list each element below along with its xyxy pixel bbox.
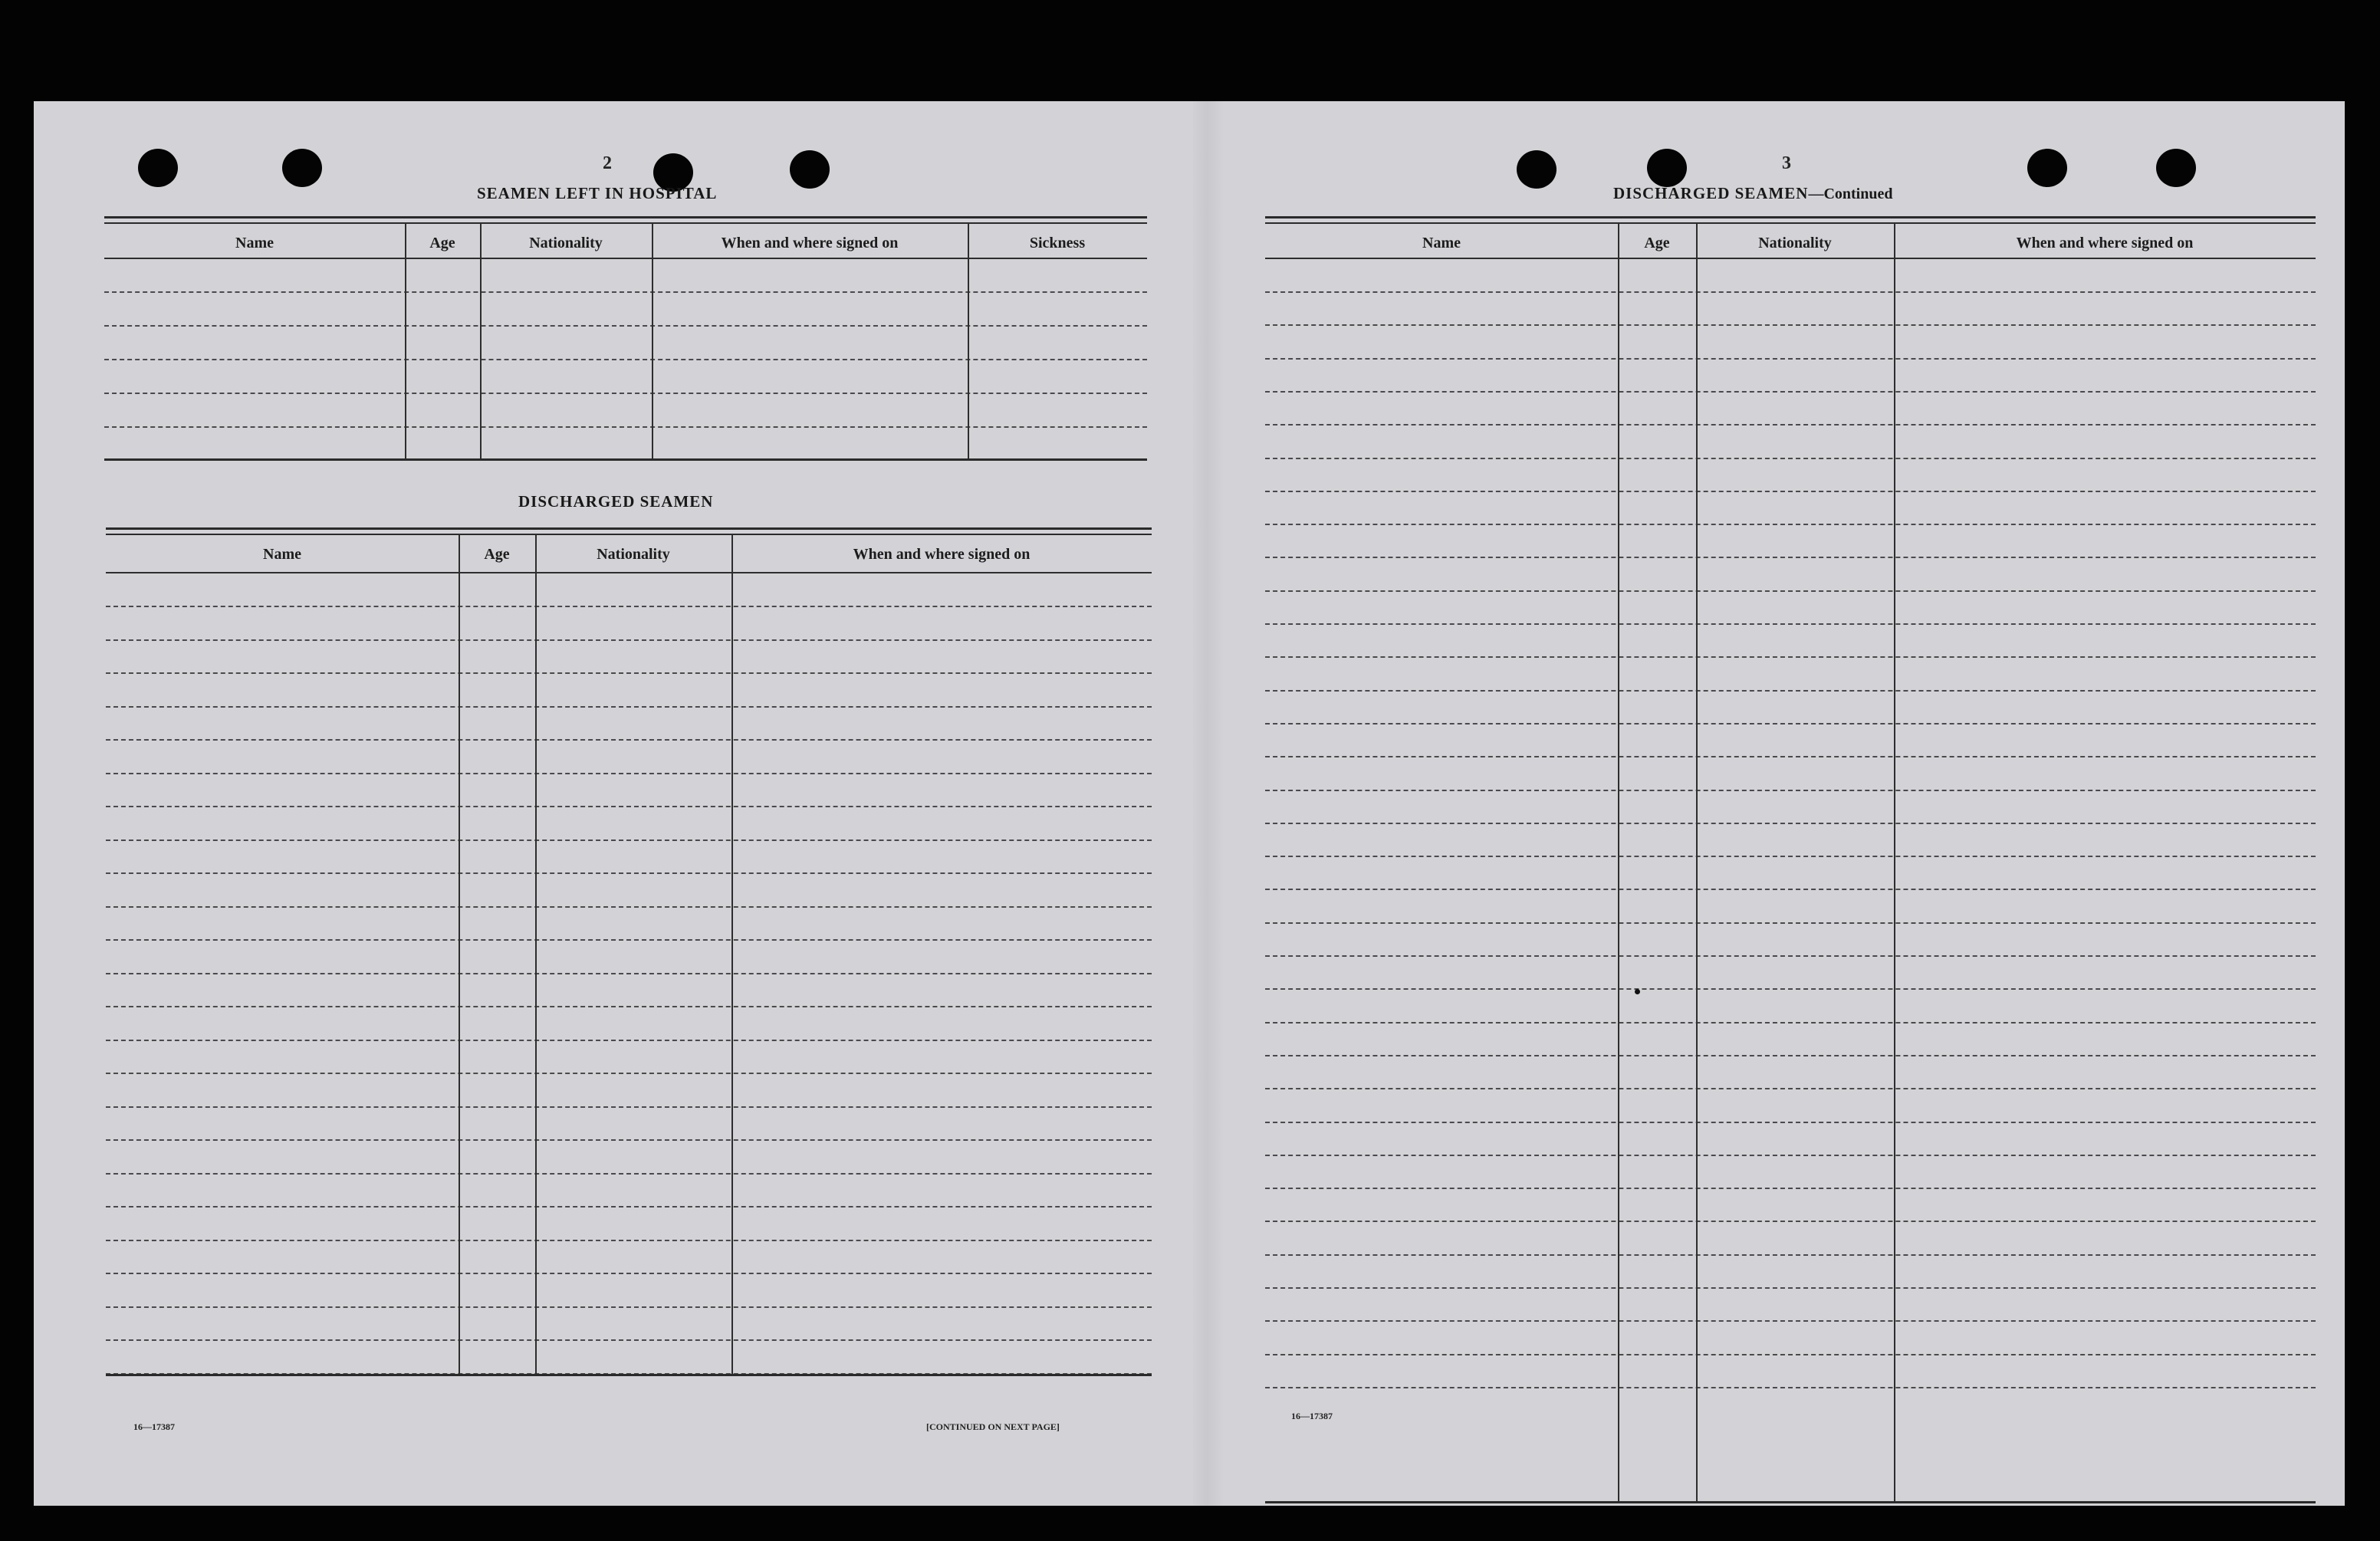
binder-hole xyxy=(2156,149,2196,187)
row-line xyxy=(106,606,1152,607)
row-line xyxy=(1265,1354,2316,1355)
column-header-age: Age xyxy=(484,546,510,563)
bottom-rule xyxy=(106,1374,1152,1376)
row-line xyxy=(106,1006,1152,1007)
row-line xyxy=(104,291,1147,293)
row-line xyxy=(1265,1188,2316,1189)
column-divider xyxy=(1894,222,1895,1501)
row-line xyxy=(106,1339,1152,1341)
row-line xyxy=(106,973,1152,974)
row-line xyxy=(104,325,1147,327)
column-header-age: Age xyxy=(429,235,455,251)
column-divider xyxy=(480,222,482,458)
row-line xyxy=(1265,1155,2316,1156)
binder-hole xyxy=(138,149,178,187)
column-header-signed-on: When and where signed on xyxy=(721,235,899,251)
double-rule xyxy=(1265,216,2316,219)
row-line xyxy=(1265,557,2316,558)
binder-hole xyxy=(1517,150,1557,189)
ink-speck xyxy=(1635,989,1640,994)
row-line xyxy=(106,1073,1152,1074)
column-divider xyxy=(968,222,969,458)
column-divider xyxy=(1696,222,1698,1501)
discharged-section-title: DISCHARGED SEAMEN xyxy=(518,492,714,511)
row-line xyxy=(1265,1287,2316,1289)
binder-hole xyxy=(1647,149,1687,187)
bottom-rule xyxy=(104,458,1147,461)
row-line xyxy=(1265,922,2316,924)
double-rule xyxy=(104,222,1147,224)
binder-hole xyxy=(282,149,322,187)
row-line xyxy=(106,939,1152,941)
row-line xyxy=(1265,1254,2316,1256)
form-number-right: 16—17387 xyxy=(1291,1411,1333,1421)
continued-note: [CONTINUED ON NEXT PAGE] xyxy=(926,1421,1060,1432)
double-rule xyxy=(1265,222,2316,224)
title-main: DISCHARGED SEAMEN xyxy=(1613,184,1809,202)
row-line xyxy=(106,1240,1152,1241)
row-line xyxy=(106,773,1152,774)
row-line xyxy=(104,393,1147,394)
row-line xyxy=(106,1206,1152,1208)
hospital-section-title: SEAMEN LEFT IN HOSPITAL xyxy=(477,184,718,202)
row-line xyxy=(1265,988,2316,990)
row-line xyxy=(1265,856,2316,857)
column-header-nationality: Nationality xyxy=(597,546,670,563)
row-line xyxy=(1265,756,2316,757)
center-fold xyxy=(1193,101,1224,1506)
column-header-name: Name xyxy=(235,235,274,251)
row-line xyxy=(1265,291,2316,293)
header-rule xyxy=(104,258,1147,259)
row-line xyxy=(1265,524,2316,525)
column-header-name: Name xyxy=(1422,235,1461,251)
row-line xyxy=(1265,358,2316,360)
row-line xyxy=(106,1273,1152,1274)
discharged-table-right xyxy=(1265,216,2316,1504)
row-line xyxy=(106,739,1152,741)
row-line xyxy=(1265,823,2316,824)
row-line xyxy=(1265,955,2316,957)
row-line xyxy=(1265,424,2316,426)
row-line xyxy=(1265,690,2316,692)
page-number-left: 2 xyxy=(603,153,612,173)
row-line xyxy=(106,672,1152,674)
row-line xyxy=(1265,324,2316,326)
row-line xyxy=(106,806,1152,807)
row-line xyxy=(1265,889,2316,890)
row-line xyxy=(1265,1221,2316,1222)
row-line xyxy=(1265,723,2316,724)
header-rule xyxy=(106,572,1152,573)
double-rule xyxy=(104,216,1147,219)
row-line xyxy=(106,872,1152,874)
page-number-right: 3 xyxy=(1782,153,1791,173)
column-divider xyxy=(535,534,537,1374)
header-rule xyxy=(1265,258,2316,259)
binder-hole xyxy=(790,150,830,189)
row-line xyxy=(1265,623,2316,625)
column-header-nationality: Nationality xyxy=(1758,235,1832,251)
row-line xyxy=(1265,1320,2316,1322)
row-line xyxy=(106,1040,1152,1041)
row-line xyxy=(104,359,1147,360)
column-header-signed-on: When and where signed on xyxy=(853,546,1031,563)
column-divider xyxy=(1618,222,1619,1501)
row-line xyxy=(1265,1387,2316,1388)
row-line xyxy=(1265,790,2316,791)
row-line xyxy=(106,639,1152,641)
column-header-signed-on: When and where signed on xyxy=(2016,235,2194,251)
row-line xyxy=(1265,656,2316,658)
row-line xyxy=(106,1306,1152,1308)
column-divider xyxy=(652,222,653,458)
row-line xyxy=(106,1139,1152,1141)
discharged-continued-title xyxy=(1613,184,1892,203)
hospital-table xyxy=(104,216,1147,477)
column-divider xyxy=(731,534,733,1374)
title-suffix: —Continued xyxy=(1808,186,1893,202)
row-line xyxy=(1265,590,2316,592)
column-header-age: Age xyxy=(1644,235,1670,251)
row-line xyxy=(104,426,1147,428)
row-line xyxy=(1265,1122,2316,1123)
row-line xyxy=(106,1106,1152,1108)
row-line xyxy=(1265,1055,2316,1056)
row-line xyxy=(1265,458,2316,459)
row-line xyxy=(1265,1022,2316,1024)
row-line xyxy=(1265,1088,2316,1089)
double-rule xyxy=(106,527,1152,530)
form-number-left: 16—17387 xyxy=(133,1421,175,1432)
column-divider xyxy=(405,222,406,458)
row-line xyxy=(106,840,1152,841)
column-header-name: Name xyxy=(263,546,301,563)
manifest-sheet xyxy=(34,101,2345,1506)
bottom-rule xyxy=(1265,1501,2316,1503)
row-line xyxy=(1265,391,2316,393)
row-line xyxy=(106,1173,1152,1175)
discharged-table-left xyxy=(106,527,1152,1417)
row-line xyxy=(106,706,1152,708)
column-header-nationality: Nationality xyxy=(529,235,603,251)
row-line xyxy=(1265,491,2316,492)
double-rule xyxy=(106,534,1152,535)
column-header-sickness: Sickness xyxy=(1029,235,1086,251)
row-line xyxy=(106,906,1152,908)
binder-hole xyxy=(2027,149,2067,187)
column-divider xyxy=(459,534,460,1374)
